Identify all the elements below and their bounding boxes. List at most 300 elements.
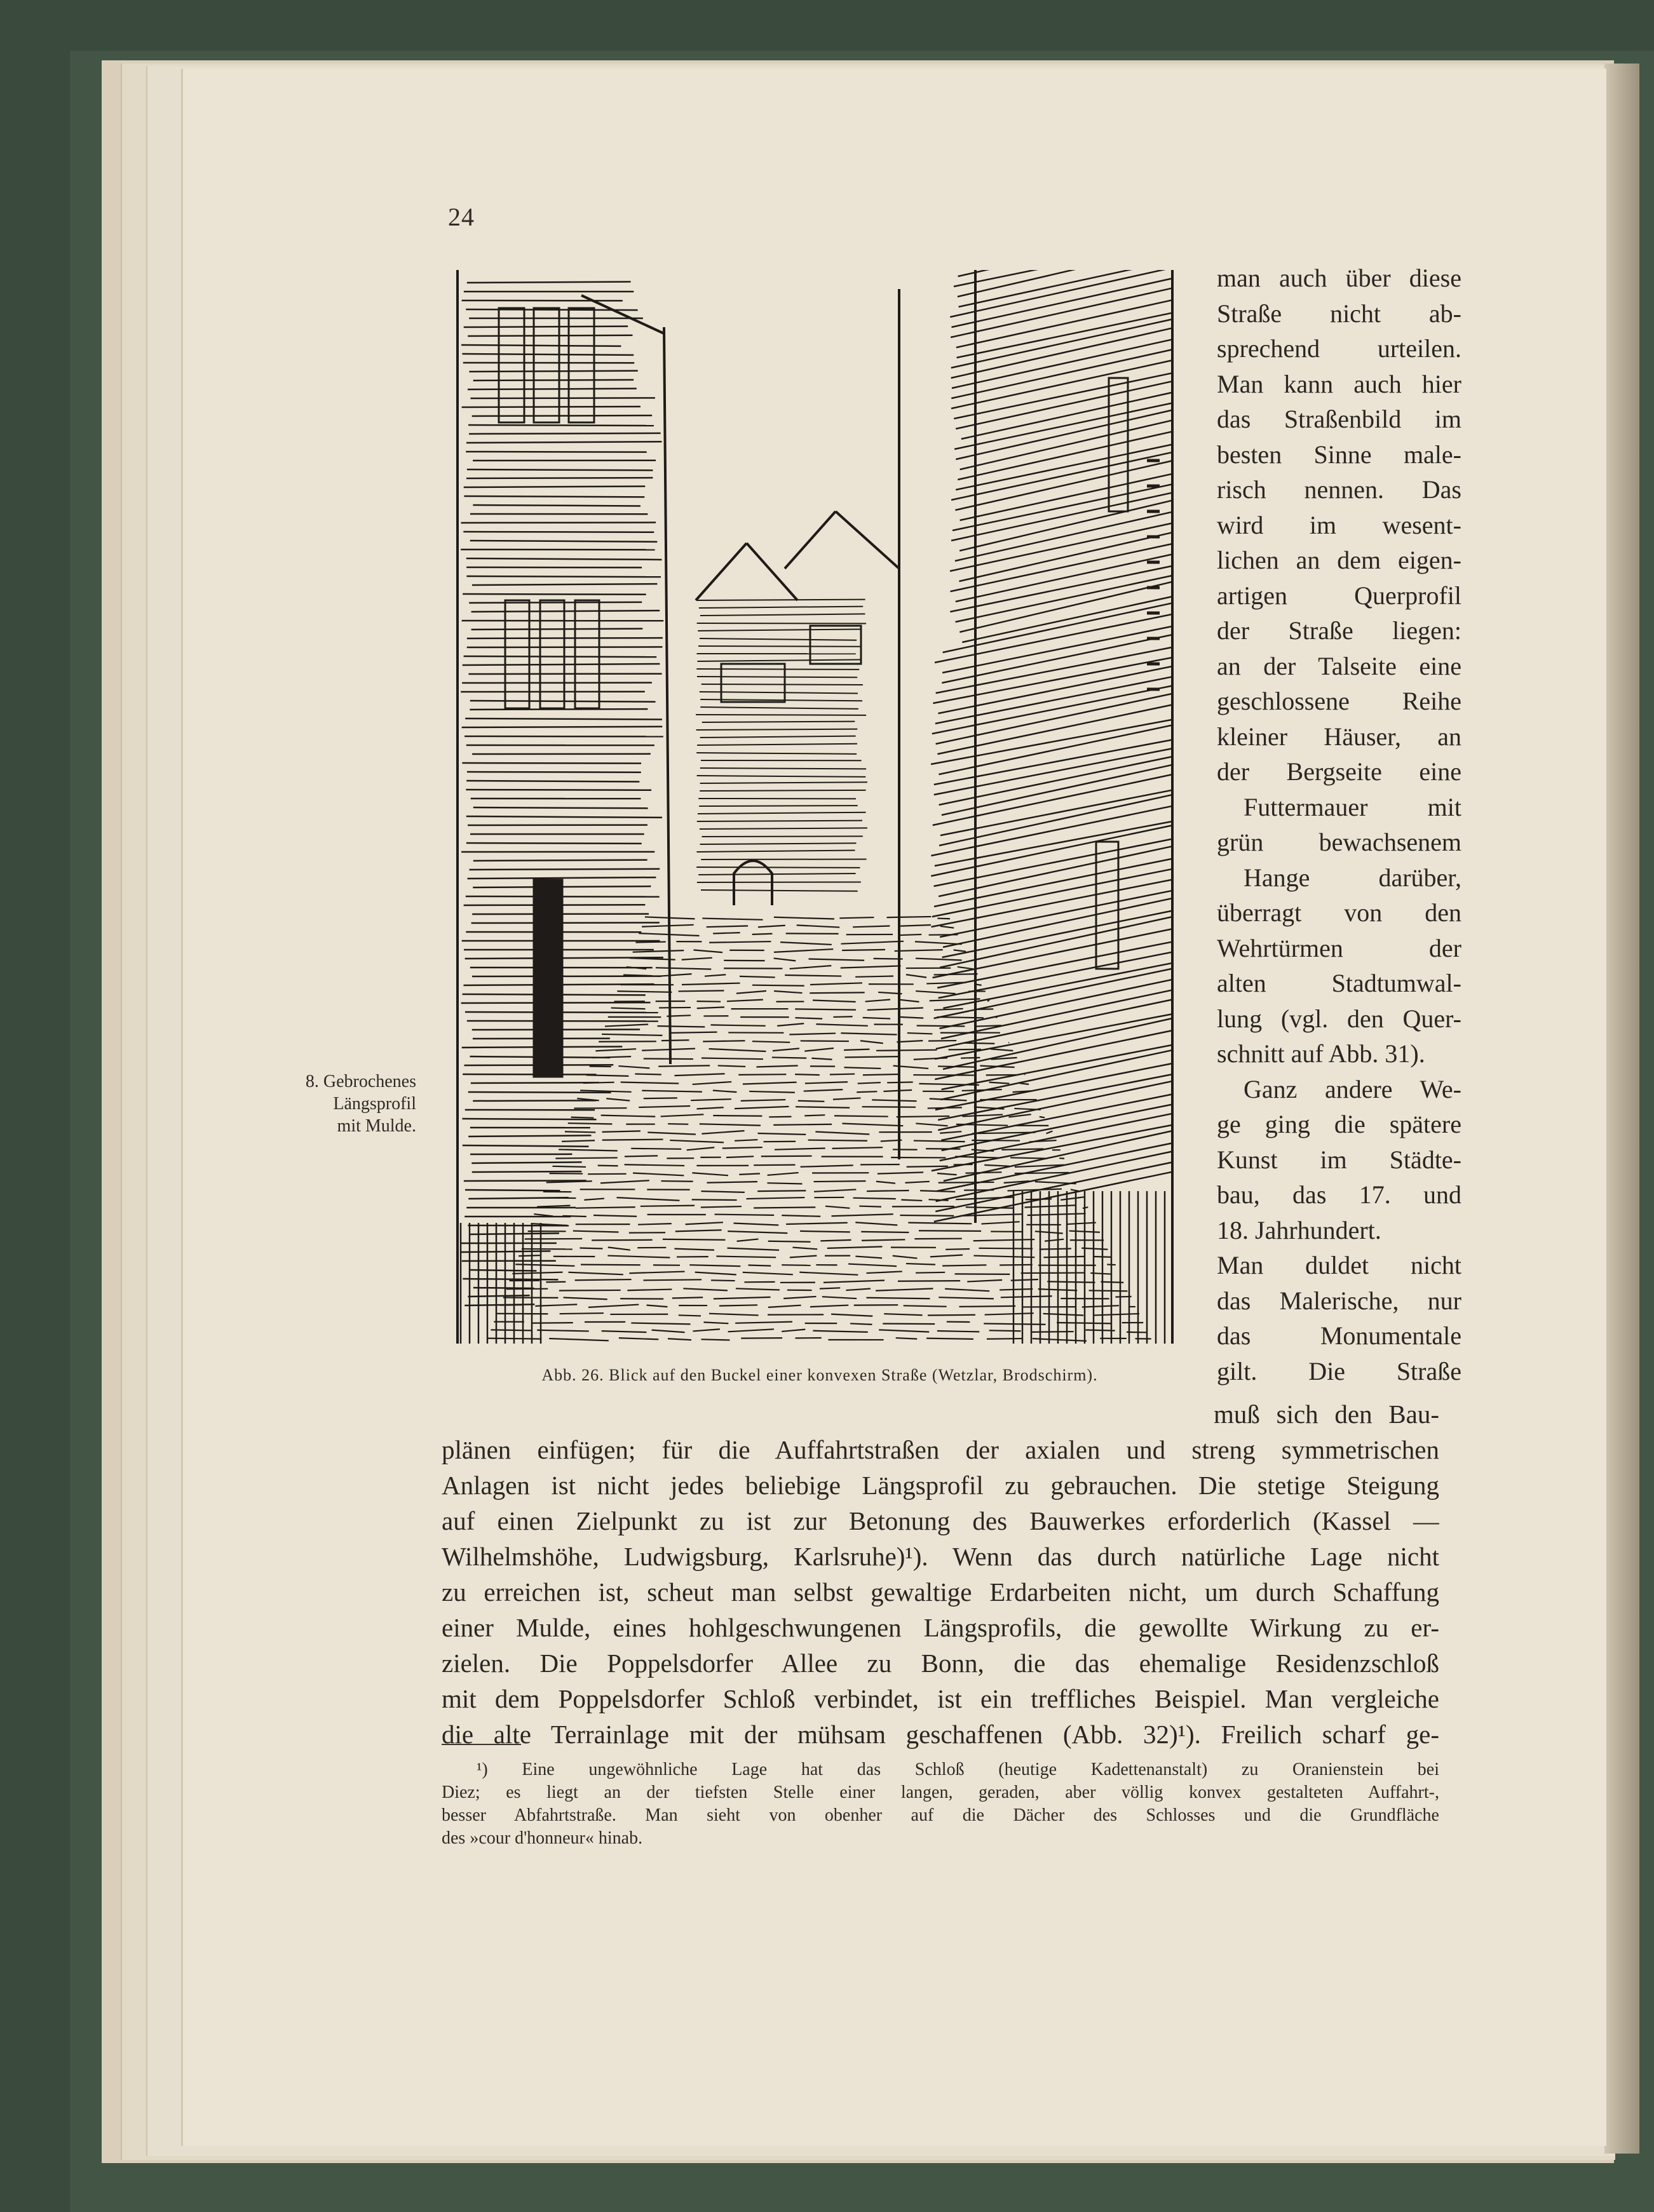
- sketch-stroke: [743, 1082, 797, 1084]
- sketch-stroke: [920, 1190, 955, 1192]
- sketch-stroke: [783, 1297, 816, 1298]
- sketch-stroke: [900, 1000, 919, 1002]
- sketch-stroke: [916, 959, 962, 961]
- sketch-stroke: [593, 1056, 632, 1058]
- text-line: ge ging die spätere: [1217, 1110, 1461, 1138]
- sketch-stroke: [644, 1059, 693, 1060]
- sketch-stroke: [645, 917, 695, 919]
- sketch-stroke: [737, 1239, 759, 1241]
- sketch-stroke: [463, 594, 646, 595]
- sketch-stroke: [469, 1270, 536, 1271]
- sketch-stroke: [709, 1314, 759, 1316]
- sketch-stroke: [697, 659, 861, 661]
- sketch-stroke: [588, 1305, 639, 1307]
- sketch-stroke: [758, 926, 785, 927]
- sketch-stroke: [928, 1107, 962, 1108]
- text-line: risch nennen. Das: [1217, 475, 1461, 504]
- sketch-stroke: [696, 867, 860, 868]
- sketch-stroke: [700, 790, 865, 791]
- sketch-stroke: [467, 469, 653, 470]
- sketch-stroke: [595, 1049, 636, 1051]
- sketch-stroke: [701, 1191, 744, 1192]
- sketch-stroke: [1027, 1213, 1086, 1215]
- sketch-stroke: [1089, 1290, 1128, 1291]
- sketch-stroke: [951, 320, 1172, 368]
- sketch-stroke: [917, 1025, 965, 1026]
- sketch-stroke: [696, 543, 747, 600]
- sketch-stroke: [617, 1197, 680, 1201]
- sketch-stroke: [959, 1306, 1015, 1307]
- sketch-stroke: [966, 1207, 1013, 1208]
- sketch-stroke: [935, 1030, 1172, 1079]
- sketch-stroke: [951, 349, 1172, 398]
- sketch-stroke: [767, 1183, 802, 1184]
- sketch-stroke: [735, 1140, 757, 1141]
- sketch-stroke: [956, 576, 1172, 622]
- sketch-stroke: [468, 425, 654, 426]
- sketch-window: [569, 308, 594, 422]
- sketch-stroke: [914, 1058, 947, 1059]
- sketch-stroke: [575, 1279, 632, 1280]
- sketch-stroke: [952, 484, 1172, 530]
- sketch-stroke: [896, 1338, 918, 1339]
- sketch-stroke: [810, 992, 864, 993]
- sketch-stroke: [991, 1049, 1013, 1051]
- sketch-stroke: [466, 843, 642, 844]
- sketch-stroke: [859, 1206, 881, 1207]
- sketch-stroke: [466, 558, 662, 560]
- sketch-stroke: [907, 1033, 932, 1034]
- sketch-stroke: [789, 1034, 836, 1035]
- sketch-stroke: [934, 859, 1172, 907]
- sketch-stroke: [820, 1240, 851, 1241]
- sketch-stroke: [564, 1297, 607, 1299]
- sketch-stroke: [773, 1048, 799, 1051]
- sketch-stroke: [696, 850, 855, 852]
- sketch-stroke: [463, 664, 660, 665]
- sketch-stroke: [943, 898, 1172, 947]
- sketch-window: [499, 308, 524, 422]
- sketch-stroke: [813, 1181, 865, 1182]
- sketch-stroke: [939, 1182, 994, 1183]
- sketch-stroke: [844, 1067, 881, 1069]
- sketch-stroke: [782, 1215, 820, 1217]
- sketch-stroke: [857, 1091, 877, 1092]
- sketch-window: [569, 308, 594, 422]
- text-line: gilt. Die Straße: [1217, 1356, 1461, 1386]
- sketch-stroke: [1024, 1074, 1025, 1075]
- sketch-stroke: [471, 1082, 599, 1083]
- sketch-stroke: [749, 1091, 795, 1093]
- sketch-stroke: [580, 1090, 632, 1091]
- sketch-stroke: [698, 646, 861, 647]
- sketch-stroke: [853, 926, 890, 927]
- sketch-stroke: [471, 629, 643, 630]
- sketch-stroke: [930, 999, 980, 1001]
- sketch-stroke: [466, 442, 661, 443]
- text-line: das Monumentale: [1217, 1321, 1461, 1350]
- footnote: [442, 1758, 1439, 1850]
- sketch-stroke: [559, 1290, 621, 1291]
- sketch-stroke: [746, 1197, 804, 1199]
- margin-note-line: 8. Gebrochenes: [305, 1072, 416, 1091]
- sketch-stroke: [629, 1272, 684, 1274]
- sketch-stroke: [934, 739, 1172, 785]
- sketch-stroke: [761, 1156, 812, 1157]
- sketch-stroke: [943, 963, 1172, 1008]
- sketch-stroke: [940, 1131, 961, 1133]
- sketch-stroke: [698, 873, 855, 875]
- sketch-stroke: [713, 1091, 737, 1093]
- margin-note-line: mit Mulde.: [337, 1116, 416, 1136]
- sketch-stroke: [546, 1282, 566, 1283]
- sketch-stroke: [463, 1145, 589, 1147]
- sketch-stroke: [718, 1065, 745, 1066]
- sketch-stroke: [836, 511, 899, 569]
- sketch-stroke: [586, 1075, 629, 1076]
- sketch-stroke: [700, 1124, 761, 1125]
- sketch-stroke: [469, 602, 642, 603]
- sketch-stroke: [464, 1304, 534, 1305]
- sketch-stroke: [728, 1329, 774, 1332]
- sketch-stroke: [936, 999, 1172, 1049]
- sketch-stroke: [468, 877, 656, 879]
- sketch-stroke: [537, 1330, 589, 1332]
- sketch-stroke: [700, 699, 862, 701]
- sketch-stroke: [468, 1092, 611, 1093]
- sketch-stroke: [736, 1288, 780, 1290]
- sketch-stroke: [1020, 1083, 1029, 1084]
- sketch-stroke: [608, 1247, 630, 1250]
- sketch-stroke: [933, 658, 1172, 703]
- text-line: lichen an dem eigen-: [1217, 546, 1461, 574]
- sketch-stroke: [702, 919, 763, 920]
- sketch-stroke: [464, 1180, 586, 1181]
- sketch-stroke: [754, 1207, 815, 1208]
- body-paragraph: [442, 1396, 1439, 1752]
- sketch-stroke: [700, 638, 857, 640]
- text-line: ¹) Eine ungewöhnliche Lage hat das Schloß (heutige Kadettenanstalt) zu Oranienstein bei: [477, 1760, 1439, 1779]
- sketch-stroke: [972, 1140, 1020, 1141]
- sketch-stroke: [679, 990, 724, 991]
- sketch-stroke: [642, 1049, 695, 1051]
- sketch-stroke: [934, 839, 1172, 886]
- sketch-stroke: [702, 684, 863, 685]
- sketch-stroke: [625, 1164, 685, 1166]
- sketch-stroke: [985, 1313, 1034, 1314]
- sketch-stroke: [906, 974, 926, 977]
- sketch-stroke: [473, 505, 641, 506]
- sketch-stroke: [571, 1117, 594, 1118]
- sketch-stroke: [600, 1180, 649, 1183]
- sketch-stroke: [824, 1280, 885, 1282]
- sketch-stroke: [867, 1190, 909, 1191]
- sketch-stroke: [884, 1314, 922, 1315]
- sketch-stroke: [697, 1001, 721, 1002]
- sketch-stroke: [940, 926, 954, 928]
- sketch-stroke: [876, 1182, 895, 1184]
- sketch-stroke: [1061, 1197, 1084, 1200]
- sketch-window: [534, 308, 559, 422]
- sketch-stroke: [705, 974, 726, 976]
- sketch-stroke: [786, 933, 839, 934]
- sketch-stroke: [955, 461, 1172, 510]
- sketch-stroke: [1081, 1248, 1108, 1250]
- sketch-stroke: [811, 1058, 832, 1060]
- sketch-stroke: [1094, 1314, 1139, 1316]
- sketch-stroke: [951, 493, 1172, 541]
- sketch-stroke: [726, 1156, 754, 1157]
- sketch-stroke: [785, 975, 841, 976]
- text-line: wird im wesent-: [1217, 510, 1461, 539]
- sketch-stroke: [569, 1272, 623, 1275]
- sketch-stroke: [901, 1200, 922, 1201]
- text-line: überragt von den: [1217, 898, 1461, 927]
- sketch-stroke: [782, 1330, 805, 1332]
- sketch-stroke: [647, 1133, 696, 1135]
- sketch-stroke: [559, 1149, 618, 1150]
- sketch-stroke: [936, 1151, 1172, 1201]
- sketch-stroke: [860, 1041, 883, 1043]
- sketch-stroke: [937, 1173, 957, 1175]
- sketch-stroke: [938, 1081, 1172, 1130]
- sketch-stroke: [590, 1066, 611, 1067]
- sketch-stroke: [867, 1008, 923, 1009]
- sketch-stroke: [471, 610, 660, 612]
- page-gutter-shadow: [1604, 64, 1639, 2154]
- sketch-stroke: [562, 1216, 586, 1217]
- sketch-stroke: [855, 1222, 897, 1225]
- sketch-stroke: [928, 1315, 975, 1316]
- sketch-stroke: [959, 532, 1172, 581]
- sketch-stroke: [808, 959, 864, 961]
- sketch-stroke: [701, 1206, 742, 1207]
- text-line: muß sich den Bau-: [1214, 1399, 1439, 1429]
- sketch-stroke: [617, 991, 672, 992]
- sketch-stroke: [951, 452, 1172, 500]
- sketch-stroke: [962, 1089, 1002, 1091]
- text-line: artigen Querprofil: [1217, 581, 1461, 610]
- text-line: die alte Terrainlage mit der mühsam geschaffenen (Abb. 32)¹). Freilich scharf ge-: [442, 1720, 1439, 1749]
- sketch-stroke: [935, 821, 1172, 866]
- sketch-stroke: [467, 281, 631, 283]
- side-column-text: [1217, 260, 1461, 1389]
- text-line: zu erreichen ist, scheut man selbst gewaltige Erdarbeiten nicht, um durch Schaffung: [442, 1577, 1439, 1607]
- sketch-stroke: [472, 1171, 581, 1172]
- sketch-stroke: [749, 1265, 771, 1266]
- sketch-stroke: [473, 860, 647, 861]
- sketch-stroke: [815, 1132, 869, 1135]
- text-line: Man duldet nicht: [1217, 1251, 1461, 1279]
- sketch-stroke: [689, 1265, 740, 1266]
- sketch-stroke: [697, 623, 866, 624]
- sketch-stroke: [775, 1148, 825, 1149]
- sketch-stroke: [907, 1166, 948, 1167]
- sketch-stroke: [633, 1173, 684, 1175]
- sketch-stroke: [798, 1101, 825, 1102]
- sketch-stroke: [900, 1017, 923, 1018]
- sketch-stroke: [697, 744, 857, 745]
- sketch-stroke: [709, 1049, 766, 1051]
- sketch-stroke: [695, 1272, 736, 1275]
- sketch-stroke: [774, 958, 796, 961]
- sketch-stroke: [855, 1257, 882, 1258]
- sketch-stroke: [960, 421, 1172, 469]
- sketch-stroke: [937, 1017, 984, 1018]
- sketch-stroke: [716, 1257, 776, 1258]
- sketch-stroke: [473, 807, 648, 808]
- sketch-stroke: [810, 983, 862, 985]
- sketch-stroke: [939, 725, 1172, 774]
- text-line: besser Abfahrtstraße. Man sieht von obenher auf die Dächer des Schlosses und die Grundfläche: [442, 1805, 1439, 1825]
- sketch-stroke: [897, 1116, 949, 1117]
- sketch-stroke: [1014, 1109, 1040, 1110]
- sketch-stroke: [699, 607, 863, 608]
- sketch-stroke: [951, 360, 1172, 408]
- sketch-stroke: [714, 1297, 771, 1299]
- sketch-stroke: [954, 1164, 973, 1165]
- sketch-stroke: [930, 1098, 967, 1100]
- sketch-stroke: [692, 1199, 737, 1200]
- text-line: besten Sinne male-: [1217, 440, 1461, 469]
- sketch-stroke: [1046, 1131, 1052, 1133]
- sketch-stroke: [973, 1256, 1034, 1258]
- sketch-stroke: [642, 1091, 702, 1092]
- sketch-stroke: [702, 1058, 763, 1059]
- sketch-stroke: [952, 339, 1172, 388]
- sketch-stroke: [658, 1026, 705, 1027]
- sketch-stroke: [900, 934, 921, 935]
- sketch-stroke: [845, 1056, 900, 1057]
- sketch-stroke: [799, 1272, 858, 1275]
- sketch-stroke: [1082, 1305, 1119, 1307]
- text-line: an der Talseite eine: [1217, 651, 1461, 680]
- sketch-stroke: [711, 1280, 735, 1281]
- sketch-stroke: [801, 1165, 853, 1166]
- sketch-stroke: [932, 880, 1172, 927]
- sketch-stroke: [698, 813, 866, 814]
- sketch-stroke: [900, 1215, 954, 1216]
- sketch-stroke: [621, 1082, 679, 1083]
- sketch-stroke: [777, 1023, 804, 1026]
- sketch-stroke: [945, 1289, 989, 1291]
- sketch-stroke: [593, 1215, 637, 1217]
- sketch-stroke: [747, 543, 797, 600]
- sketch-stroke: [895, 950, 943, 951]
- sketch-stroke: [679, 1315, 701, 1316]
- sketch-stroke: [955, 1156, 998, 1157]
- sketch-stroke: [956, 554, 1172, 602]
- sketch-stroke: [735, 1322, 792, 1323]
- margin-note-line: Längsprofil: [333, 1094, 416, 1114]
- sketch-stroke: [932, 869, 1172, 917]
- text-line: Kunst im Städte-: [1217, 1145, 1461, 1174]
- sketch-stroke: [938, 1066, 974, 1067]
- sketch-stroke: [470, 869, 660, 870]
- sketch-stroke: [464, 496, 644, 497]
- sketch-stroke: [658, 1065, 710, 1066]
- sketch-stroke: [568, 1123, 613, 1124]
- sketch-stroke: [466, 781, 639, 782]
- text-line: 18. Jahrhundert.: [1217, 1215, 1381, 1244]
- sketch-stroke: [473, 1100, 596, 1101]
- sketch-stroke: [631, 1323, 690, 1325]
- text-line: geschlossene Reihe: [1217, 687, 1461, 715]
- text-line: alten Stadtumwal-: [1217, 969, 1461, 997]
- sketch-stroke: [989, 1330, 1021, 1331]
- sketch-stroke: [975, 1025, 1001, 1026]
- sketch-stroke: [462, 763, 641, 764]
- sketch-stroke: [583, 1082, 614, 1083]
- sketch-stroke: [1025, 1205, 1076, 1207]
- sketch-stroke: [936, 647, 1172, 693]
- sketch-window: [534, 880, 562, 1077]
- sketch-stroke: [758, 1133, 806, 1135]
- sketch-stroke: [692, 1173, 728, 1175]
- sketch-stroke: [506, 1289, 548, 1290]
- sketch-stroke: [757, 1190, 806, 1191]
- sketch-stroke: [754, 1165, 795, 1166]
- text-line: des »cour d'honneur« hinab.: [442, 1828, 643, 1848]
- sketch-stroke: [795, 1074, 820, 1075]
- sketch-stroke: [670, 1140, 724, 1142]
- sketch-stroke: [743, 1272, 793, 1275]
- sketch-stroke: [785, 511, 836, 569]
- sketch-stroke: [804, 1089, 843, 1091]
- sketch-stroke: [701, 1339, 729, 1340]
- sketch-stroke: [825, 1206, 850, 1208]
- sketch-stroke: [602, 1034, 662, 1035]
- sketch-stroke: [735, 1107, 789, 1109]
- text-line: das Malerische, nur: [1217, 1286, 1461, 1315]
- sketch-stroke: [700, 843, 857, 844]
- sketch-stroke: [878, 1172, 923, 1173]
- sketch-stroke: [573, 1231, 619, 1232]
- sketch-stroke: [465, 718, 662, 720]
- sketch-stroke: [693, 1082, 731, 1084]
- sketch-stroke: [939, 1297, 994, 1298]
- sketch-stroke: [790, 966, 832, 969]
- sketch-stroke: [537, 1206, 570, 1207]
- footnote-rule: [442, 1744, 521, 1745]
- sketch-stroke: [686, 1222, 723, 1224]
- text-line: der Bergseite eine: [1217, 757, 1461, 786]
- sketch-stroke: [858, 1082, 881, 1084]
- sketch-stroke: [774, 949, 833, 952]
- sketch-stroke: [687, 1147, 714, 1150]
- sketch-stroke: [950, 566, 1172, 612]
- text-line: auf einen Zielpunkt zu ist zur Betonung des Bauwerkes erforderlich (Kassel —: [442, 1506, 1439, 1535]
- sketch-stroke: [697, 1007, 724, 1008]
- sketch-stroke: [844, 1049, 869, 1050]
- sketch-stroke: [930, 1255, 963, 1257]
- sketch-stroke: [602, 1331, 647, 1332]
- text-line: lung (vgl. den Quer-: [1217, 1004, 1461, 1033]
- sketch-stroke: [1010, 1157, 1047, 1158]
- sketch-stroke: [963, 1043, 994, 1044]
- sketch-stroke: [601, 1116, 656, 1117]
- sketch-stroke: [664, 327, 670, 1064]
- sketch-stroke: [469, 371, 637, 372]
- sketch-stroke: [584, 1199, 604, 1200]
- sketch-stroke: [956, 381, 1172, 429]
- sketch-window: [810, 626, 861, 664]
- sketch-stroke: [470, 541, 658, 542]
- sketch-stroke: [951, 288, 1172, 337]
- sketch-stroke: [841, 1033, 897, 1034]
- text-line: plänen einfügen; für die Auffahrtstraßen der axialen und streng symmetrischen: [442, 1435, 1439, 1464]
- sketch-stroke: [938, 666, 1172, 713]
